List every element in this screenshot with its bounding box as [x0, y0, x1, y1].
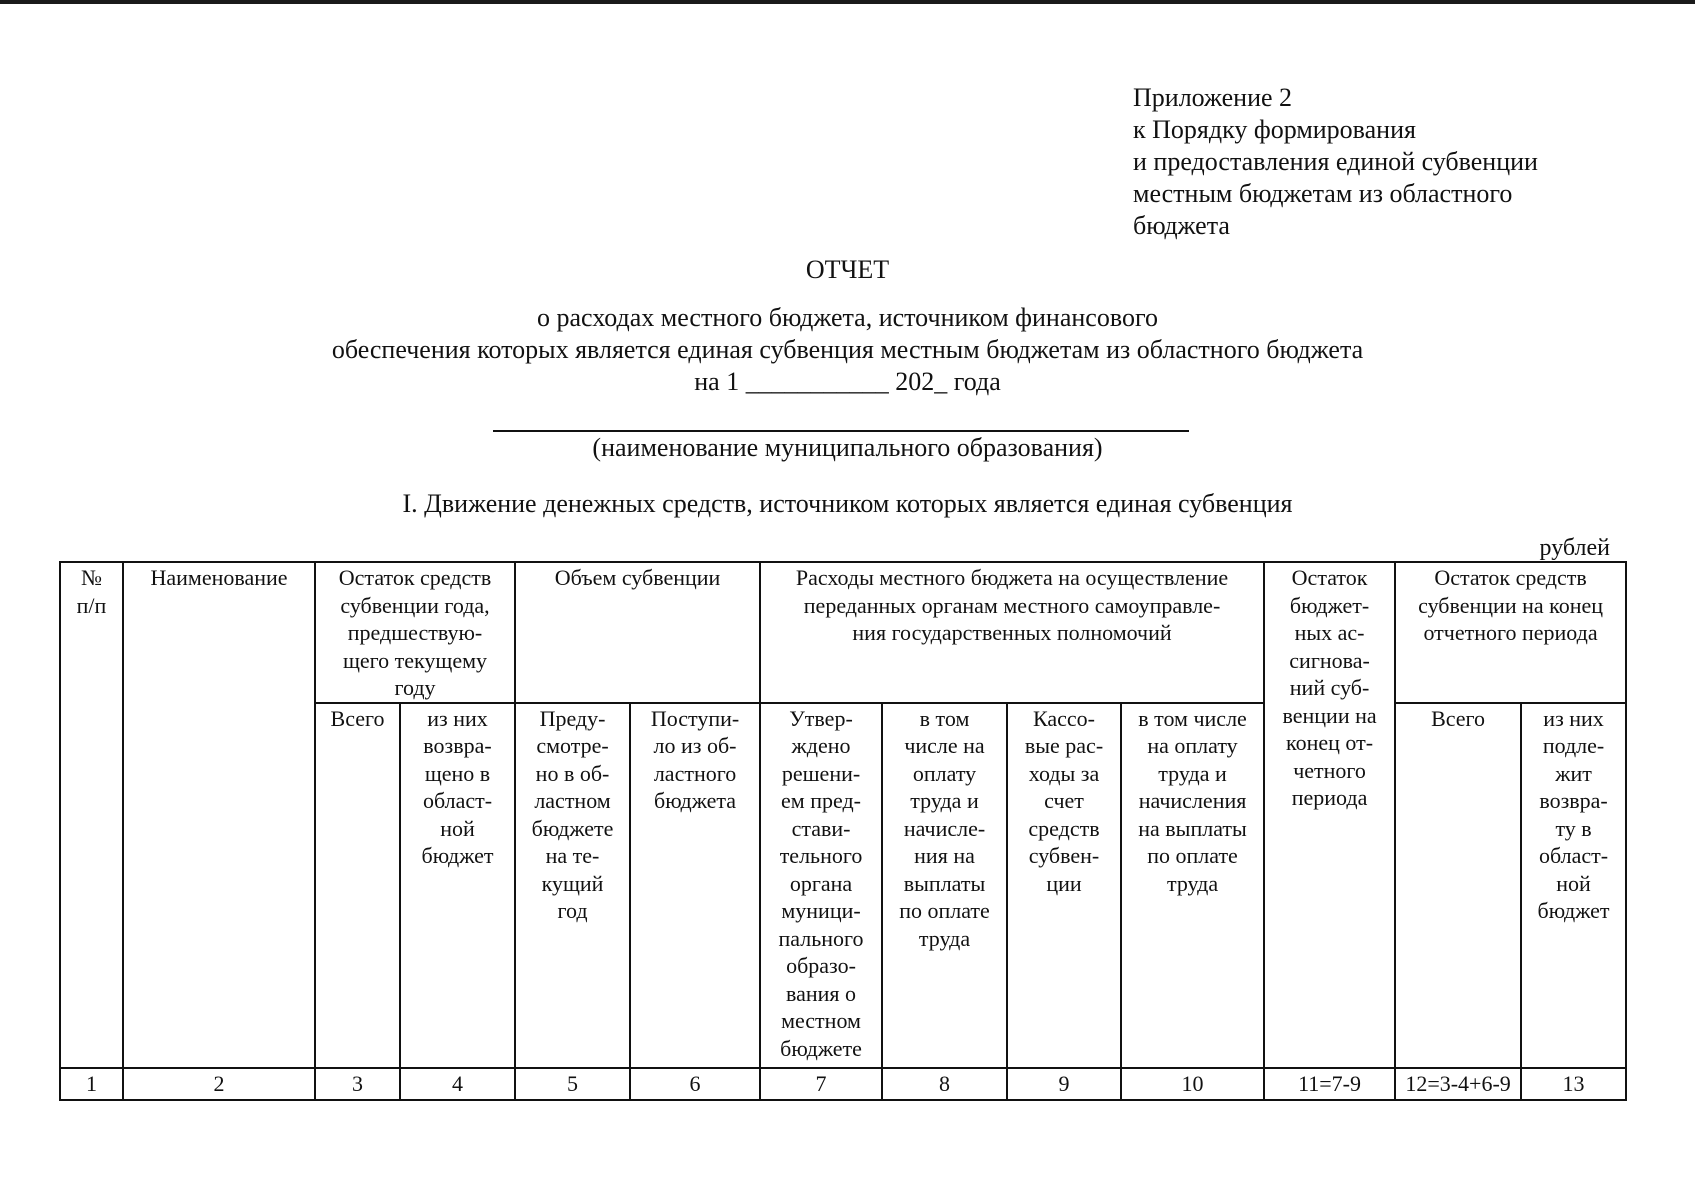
- top-border: [0, 0, 1695, 4]
- section-title: I. Движение денежных средств, источником которых является единая субвенция: [402, 489, 1293, 518]
- subheader-text: из них подле- жит возвра- ту в област- ной бюджет: [1537, 705, 1610, 923]
- subheader-text: Поступи- ло из об- ластного бюджета: [650, 705, 740, 813]
- subheader-cell: [1121, 703, 1264, 1068]
- subheader-text: Всего: [330, 705, 385, 731]
- header-cell-balance-prev: [315, 562, 515, 703]
- header-text: № п/п: [76, 565, 107, 618]
- appendix-line: бюджета: [1133, 211, 1230, 240]
- appendix-line: местным бюджетам из областного: [1133, 179, 1513, 208]
- subheader-cell: [1521, 703, 1626, 1068]
- subheader-text: Кассо- вые рас- ходы за счет средств субвен- ции: [1024, 705, 1104, 896]
- column-number: 2: [123, 1068, 315, 1100]
- subheader-cell: [760, 703, 882, 1068]
- column-number: 13: [1521, 1068, 1626, 1100]
- column-number: 6: [630, 1068, 760, 1100]
- header-text: Расходы местного бюджета на осуществление переданных органам местного самоуправле- ния государственных полномочий: [795, 565, 1229, 645]
- header-text: Объем субвенции: [554, 565, 721, 590]
- report-date-line: на 1 ___________ 202_ года: [694, 367, 1001, 396]
- subheader-text: из них возвра- щено в област- ной бюджет: [421, 705, 494, 868]
- subheader-cell: [1007, 703, 1121, 1068]
- header-text: Остаток средств субвенции года, предшествую- щего текущему году: [338, 565, 492, 700]
- column-number: 7: [760, 1068, 882, 1100]
- subheader-text: Утвер- ждено решени- ем пред- стави- тельного органа муници- пального образо- вания о местном бюджете: [778, 705, 864, 1061]
- header-cell-balance-end: [1395, 562, 1626, 703]
- header-cell-name: [123, 562, 315, 1068]
- column-number: 10: [1121, 1068, 1264, 1100]
- header-text: Остаток средств субвенции на конец отчетного периода: [1418, 565, 1604, 645]
- subheader-text: в том числе на оплату труда и начисления на выплаты по оплате труда: [1138, 705, 1247, 896]
- subheader-cell: [882, 703, 1007, 1068]
- report-title: ОТЧЕТ: [805, 255, 890, 284]
- report-table: [59, 561, 1627, 1101]
- appendix-line: к Порядку формирования: [1133, 115, 1416, 144]
- column-number: 12=3-4+6-9: [1395, 1068, 1521, 1100]
- report-subtitle-line: о расходах местного бюджета, источником финансового: [537, 303, 1158, 332]
- report-subtitle-line: обеспечения которых является единая субвенция местным бюджетам из областного бюджета: [331, 335, 1364, 364]
- subheader-text: в том числе на оплату труда и начисле- ния на выплаты по оплате труда: [899, 705, 990, 951]
- subheader-cell: [630, 703, 760, 1068]
- header-text: Наименование: [150, 565, 288, 590]
- column-number: 4: [400, 1068, 515, 1100]
- subheader-cell: [315, 703, 400, 1068]
- column-number: 1: [60, 1068, 123, 1100]
- column-number-row: [60, 1068, 1626, 1100]
- column-number: 9: [1007, 1068, 1121, 1100]
- appendix-line: Приложение 2: [1133, 83, 1293, 112]
- header-cell-no: [60, 562, 123, 1068]
- column-number: 3: [315, 1068, 400, 1100]
- column-number: 5: [515, 1068, 630, 1100]
- units-label: рублей: [1539, 535, 1610, 561]
- header-row-1: [60, 562, 1626, 703]
- subheader-cell: [1395, 703, 1521, 1068]
- subheader-text: Преду- смотре- но в об- ластном бюджете на те- кущий год: [531, 705, 614, 923]
- header-cell-budget-balance: [1264, 562, 1395, 1068]
- appendix-block: [1133, 82, 1673, 242]
- municipality-caption: (наименование муниципального образования): [592, 433, 1103, 462]
- column-number: 11=7-9: [1264, 1068, 1395, 1100]
- column-number: 8: [882, 1068, 1007, 1100]
- subheader-cell: [400, 703, 515, 1068]
- appendix-line: и предоставления единой субвенции: [1133, 147, 1538, 176]
- subheader-cell: [515, 703, 630, 1068]
- header-cell-subvention-volume: [515, 562, 760, 703]
- header-text: Остаток бюджет- ных ас- сигнова- ний суб- венции на конец от- четного периода: [1282, 565, 1377, 810]
- subheader-text: Всего: [1431, 705, 1486, 731]
- header-cell-expenses: [760, 562, 1264, 703]
